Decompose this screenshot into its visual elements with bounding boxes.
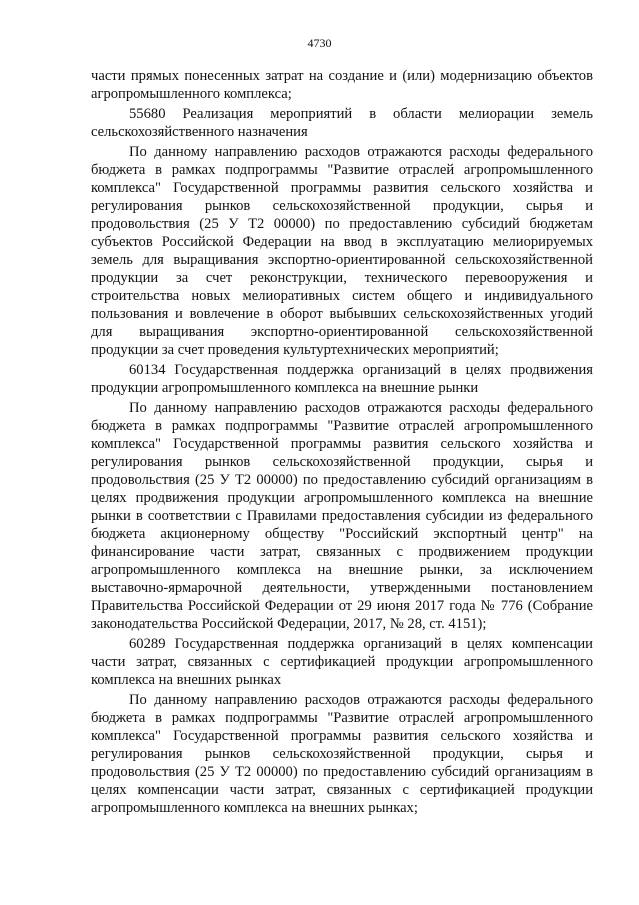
page-number: 4730 (307, 36, 332, 50)
paragraph-55680-description: По данному направлению расходов отражаются расходы федерального бюджета в рамках подпрограммы "Развитие отраслей агропромышленного комплекса" Государственной программы развития сельского хозяйства и регулирования рынков сельскохозяйственной продукции, сырья и продовольствия (25 У Т2 00000) по предоставлению субсидий бюджетам субъектов Российской Федерации на ввод в эксплуатацию мелиорируемых земель для выращивания экспортно-ориентированной сельскохозяйственной продукции за счет реконструкции, технического перевооружения и строительства новых мелиоративных систем общего и индивидуального пользования и вовлечение в оборот выбывших сельскохозяйственных угодий для выращивания экспортно-ориентированной сельскохозяйственной продукции за счет проведения культуртехнических мероприятий; (91, 144, 593, 358)
section-heading-60289: 60289 Государственная поддержка организаций в целях компенсации части затрат, связанных с сертификацией продукции агропромышленного комплекса на внешних рынках (91, 636, 593, 688)
paragraph-60289-description: По данному направлению расходов отражаются расходы федерального бюджета в рамках подпрограммы "Развитие отраслей агропромышленного комплекса" Государственной программы развития сельского хозяйства и регулирования рынков сельскохозяйственной продукции, сырья и продовольствия (25 У Т2 00000) по предоставлению субсидий организациям в целях компенсации части затрат, связанных с сертификацией продукции агропромышленного комплекса на внешних рынках; (91, 692, 593, 816)
document-body (91, 67, 593, 819)
paragraph-60134-description: По данному направлению расходов отражаются расходы федерального бюджета в рамках подпрограммы "Развитие отраслей агропромышленного комплекса" Государственной программы развития сельского хозяйства и регулирования рынков сельскохозяйственной продукции, сырья и продовольствия (25 У Т2 00000) по предоставлению субсидий организациям в целях продвижения продукции агропромышленного комплекса на внешние рынки в соответствии с Правилами предоставления субсидии из федерального бюджета акционерному обществу "Российский экспортный центр" на финансирование части затрат, связанных с продвижением продукции агропромышленного комплекса на внешние рынки, за исключением выставочно-ярмарочной деятельности, утвержденными постановлением Правительства Российской Федерации от 29 июня 2017 года № 776 (Собрание законодательства Российской Федерации, 2017, № 28, ст. 4151); (91, 400, 593, 632)
section-heading-60134: 60134 Государственная поддержка организаций в целях продвижения продукции агропромышленного комплекса на внешние рынки (91, 362, 593, 396)
paragraph-continuation: части прямых понесенных затрат на создание и (или) модернизацию объектов агропромышленного комплекса; (91, 68, 593, 102)
section-heading-55680: 55680 Реализация мероприятий в области мелиорации земель сельскохозяйственного назначения (91, 106, 593, 140)
